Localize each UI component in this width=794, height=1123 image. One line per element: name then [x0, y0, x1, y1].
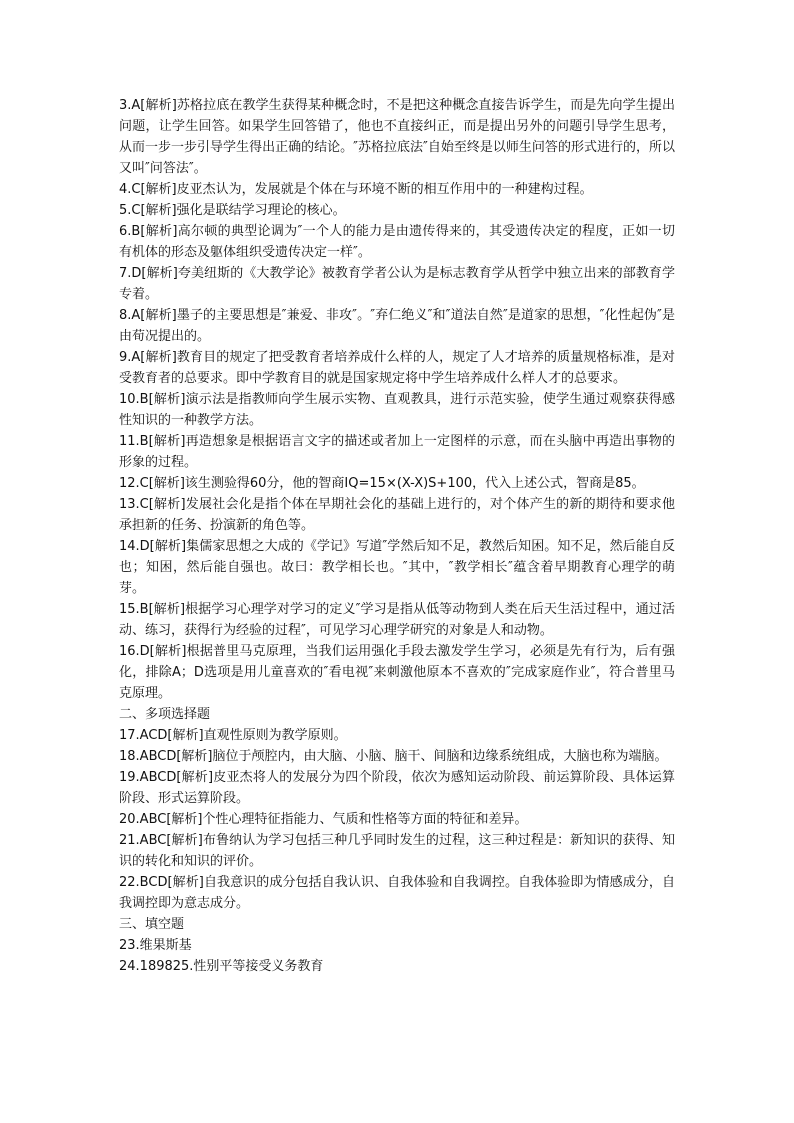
answer-6: 6.B[解析]高尔顿的典型论调为″一个人的能力是由遗传得来的，其受遗传决定的程度，正如一切有机体的形态及躯体组织受遗传决定一样″。 [119, 224, 675, 260]
answer-15: 15.B[解析]根据学习心理学对学习的定义″学习是指从低等动物到人类在后天生活过程中，通过活动、练习，获得行为经验的过程″，可见学习心理学研究的对象是人和动物。 [119, 602, 675, 638]
answer-3: 3.A[解析]苏格拉底在教学生获得某种概念时，不是把这种概念直接告诉学生，而是先向学生提出问题，让学生回答。如果学生回答错了，他也不直接纠正，而是提出另外的问题引导学生思考，从而一步一步引导学生得出正确的结论。″苏格拉底法″自始至终是以师生问答的形式进行的，所以又叫″问答法″。 [119, 98, 675, 176]
answer-14: 14.D[解析]集儒家思想之大成的《学记》写道″学然后知不足，教然后知困。知不足，然后能自反也；知困，然后能自强也。故曰：教学相长也。″其中，″教学相长″蕴含着早期教育心理学的萌芽。 [119, 539, 675, 596]
answer-4: 4.C[解析]皮亚杰认为，发展就是个体在与环境不断的相互作用中的一种建构过程。 [119, 182, 593, 197]
answer-8: 8.A[解析]墨子的主要思想是″兼爱、非攻″。″弃仁绝义″和″道法自然″是道家的思想，″化性起伪″是由荀况提出的。 [119, 308, 675, 344]
answer-13: 13.C[解析]发展社会化是指个体在早期社会化的基础上进行的，对个体产生的新的期待和要求他承担新的任务、扮演新的角色等。 [119, 497, 675, 533]
answer-22: 22.BCD[解析]自我意识的成分包括自我认识、自我体验和自我调控。自我体验即为情感成分，自我调控即为意志成分。 [119, 875, 675, 911]
answer-12: 12.C[解析]该生测验得60分，他的智商IQ=15×(X-X)S+100，代入上述公式，智商是85。 [119, 476, 645, 491]
answer-9: 9.A[解析]教育目的规定了把受教育者培养成什么样的人，规定了人才培养的质量规格标准，是对受教育者的总要求。即中学教育目的就是国家规定将中学生培养成什么样人才的总要求。 [119, 350, 675, 386]
answer-18: 18.ABCD[解析]脑位于颅腔内，由大脑、小脑、脑干、间脑和边缘系统组成，大脑也称为端脑。 [119, 749, 668, 764]
answer-5: 5.C[解析]强化是联结学习理论的核心。 [119, 203, 346, 218]
answer-text-block [119, 95, 675, 977]
answer-16: 16.D[解析]根据普里马克原理，当我们运用强化手段去激发学生学习，必须是先有行为，后有强化，排除A；D选项是用儿童喜欢的″看电视″来刺激他原本不喜欢的″完成家庭作业″，符合普里马克原理。 [119, 644, 675, 701]
answer-11: 11.B[解析]再造想象是根据语言文字的描述或者加上一定图样的示意，而在头脑中再造出事物的形象的过程。 [119, 434, 675, 470]
answer-24-25: 24.189825.性别平等接受义务教育 [119, 959, 324, 974]
answer-20: 20.ABC[解析]个性心理特征指能力、气质和性格等方面的特征和差异。 [119, 812, 528, 827]
answer-17: 17.ACD[解析]直观性原则为教学原则。 [119, 728, 347, 743]
answer-23: 23.维果斯基 [119, 938, 192, 953]
answer-10: 10.B[解析]演示法是指教师向学生展示实物、直观教具，进行示范实验，使学生通过观察获得感性知识的一种教学方法。 [119, 392, 675, 428]
section-heading-multiple-choice: 二、多项选择题 [119, 707, 211, 722]
section-heading-fill-in: 三、填空题 [119, 917, 185, 932]
answer-21: 21.ABC[解析]布鲁纳认为学习包括三种几乎同时发生的过程，这三种过程是：新知识的获得、知识的转化和知识的评价。 [119, 833, 675, 869]
answer-19: 19.ABCD[解析]皮亚杰将人的发展分为四个阶段，依次为感知运动阶段、前运算阶段、具体运算阶段、形式运算阶段。 [119, 770, 675, 806]
answer-7: 7.D[解析]夸美纽斯的《大教学论》被教育学者公认为是标志教育学从哲学中独立出来的部教育学专着。 [119, 266, 675, 302]
